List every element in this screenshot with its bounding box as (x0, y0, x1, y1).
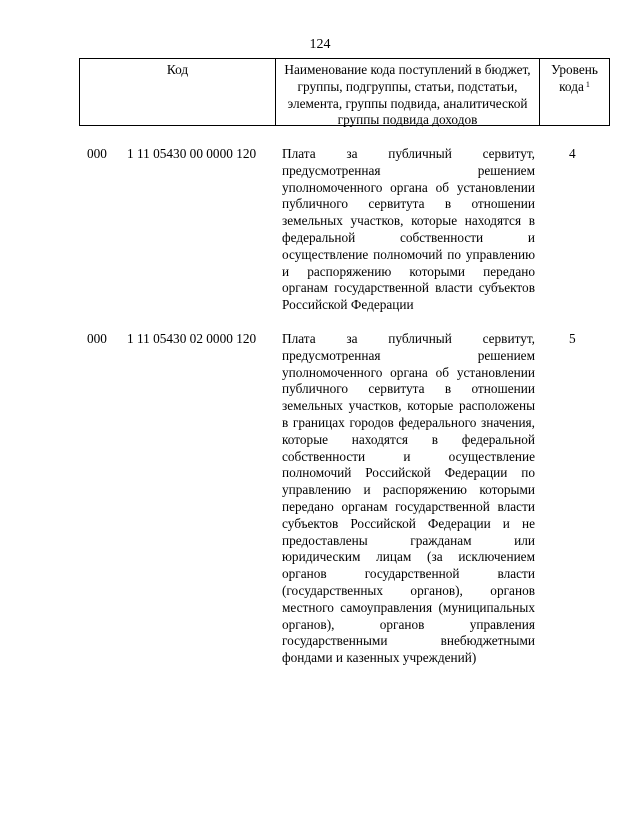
row-description: Плата за публичный сервитут, предусмотренная решением уполномоченного органа об установлении публичного сервитута в отношении земельных участков, которые расположены в границах городов федерального значения, которые находятся в федеральной собственности и осуществление полномочий Российской Федерации по управлению и распоряжению которыми передано органам государственной власти субъектов Российской Федерации и не предоставлены гражданам или юридическим лицам (за исключением органов государственной власти (государственных органов), органов местного самоуправления (муниципальных органов), органов управления государственными внебюджетными фондами и казенных учреждений) (282, 331, 535, 666)
row-admin-code: 000 (87, 331, 107, 346)
row-income-code: 1 11 05430 02 0000 120 (127, 331, 257, 346)
row-level: 4 (569, 146, 576, 161)
row-income-code: 1 11 05430 00 0000 120 (127, 146, 257, 161)
header-code: Код (80, 59, 276, 125)
row-level: 5 (569, 331, 576, 346)
row-admin-code: 000 (87, 146, 107, 161)
row-description: Плата за публичный сервитут, предусмотренная решением уполномоченного органа об установлении публичного сервитута в отношении земельных участков, которые находятся в федеральной собственности и осуществление полномочий по управлению и распоряжению которыми передано органам государственной власти субъектов Российской Федерации (282, 146, 535, 313)
header-name: Наименование кода поступлений в бюджет, группы, подгруппы, статьи, подстатьи, элемента, группы подвида, аналитической группы подвида доходов (276, 59, 540, 125)
header-level-label: Уровень кода (551, 62, 598, 94)
header-level (540, 59, 609, 125)
header-level-footnote: 1 (585, 79, 590, 89)
table-header (79, 58, 610, 126)
page-number: 124 (309, 37, 331, 52)
